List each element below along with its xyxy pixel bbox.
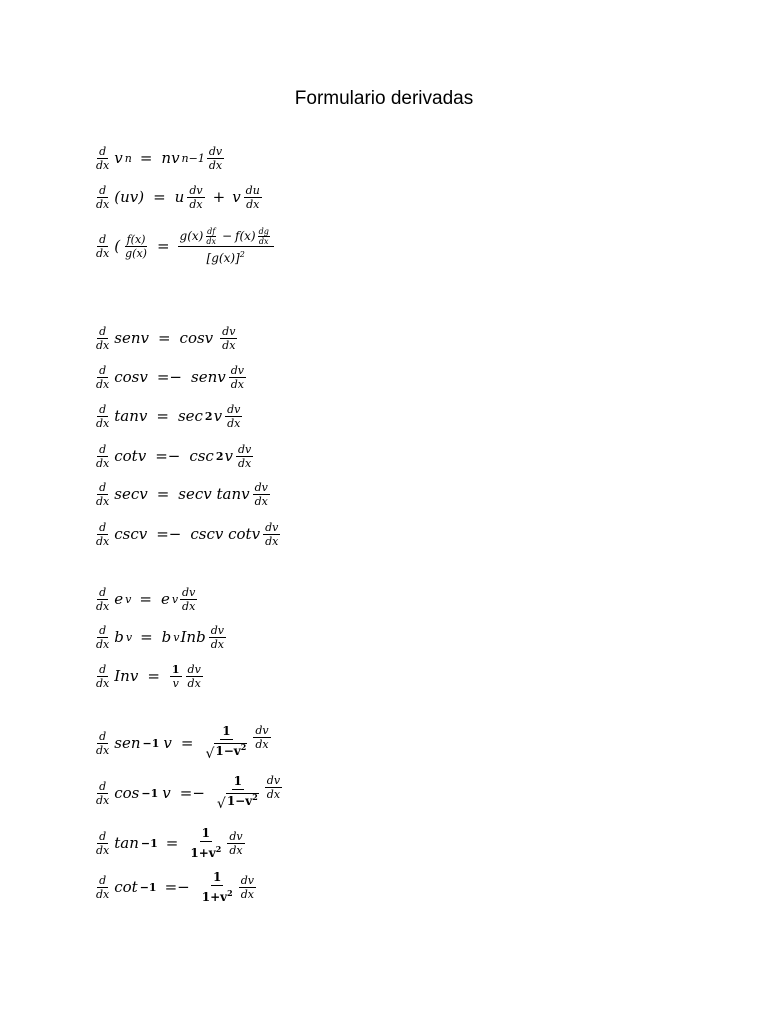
formula-product-rule: d dx (uv) = u dv dx + v du dx [96, 183, 260, 211]
formula-derivative-csc: d dx cscv =− cscv cotv dv dx [96, 520, 279, 548]
formula-derivative-arccot: d dx cot −1 =− $\frac{1}{1+v^2}$ dv dx [96, 869, 254, 904]
sqrt-symbol: √ [205, 746, 215, 762]
dv-dx-fraction: dv dx [208, 144, 223, 172]
formula-derivative-cos: d dx cosv =− senv dv dx [96, 363, 244, 391]
page-title: Formulario derivadas [294, 88, 474, 109]
quotient-fraction: g(x) df dx − f(x) dg dx $[g(x)]^2$ [178, 227, 274, 266]
formula-derivative-tan: d dx tanv = sec 2 v dv dx [96, 402, 241, 430]
formula-quotient-rule: d dx ( $\frac{f(x)}{g(x)}$ = g(x) df dx − f(x) dg dx $[g(x)]^2$ [92, 222, 276, 270]
formula-derivative-arcsen: d dx sen −1 v = $\frac{1}{√1-v^2}$ dv dx [96, 724, 269, 762]
formula-derivative-arccos: d dx cos −1 v =− $\frac{1}{√1-v^2}$ dv dx [96, 774, 281, 812]
derivative-operator: d dx [96, 144, 110, 172]
formula-derivative-ln: d dx Inv = $\frac{1}{v}$ dv dx [96, 662, 201, 690]
formula-derivative-arctan: d dx tan −1 = $\frac{1}{1+v^2}$ dv dx [96, 825, 243, 860]
formula-power-rule: d dx v n = nv n−1 dv dx [96, 144, 223, 172]
formula-derivative-exp-e: d dx e v = e v dv dx [96, 585, 196, 613]
formula-derivative-sec: d dx secv = secv tanv dv dx [96, 480, 268, 508]
formula-derivative-sen: d dx senv = cosv dv dx [96, 324, 236, 352]
formula-derivative-exp-b: d dx b v = b v Inb dv dx [96, 623, 224, 651]
formula-derivative-cot: d dx cotv =− csc 2 v dv dx [96, 442, 252, 470]
